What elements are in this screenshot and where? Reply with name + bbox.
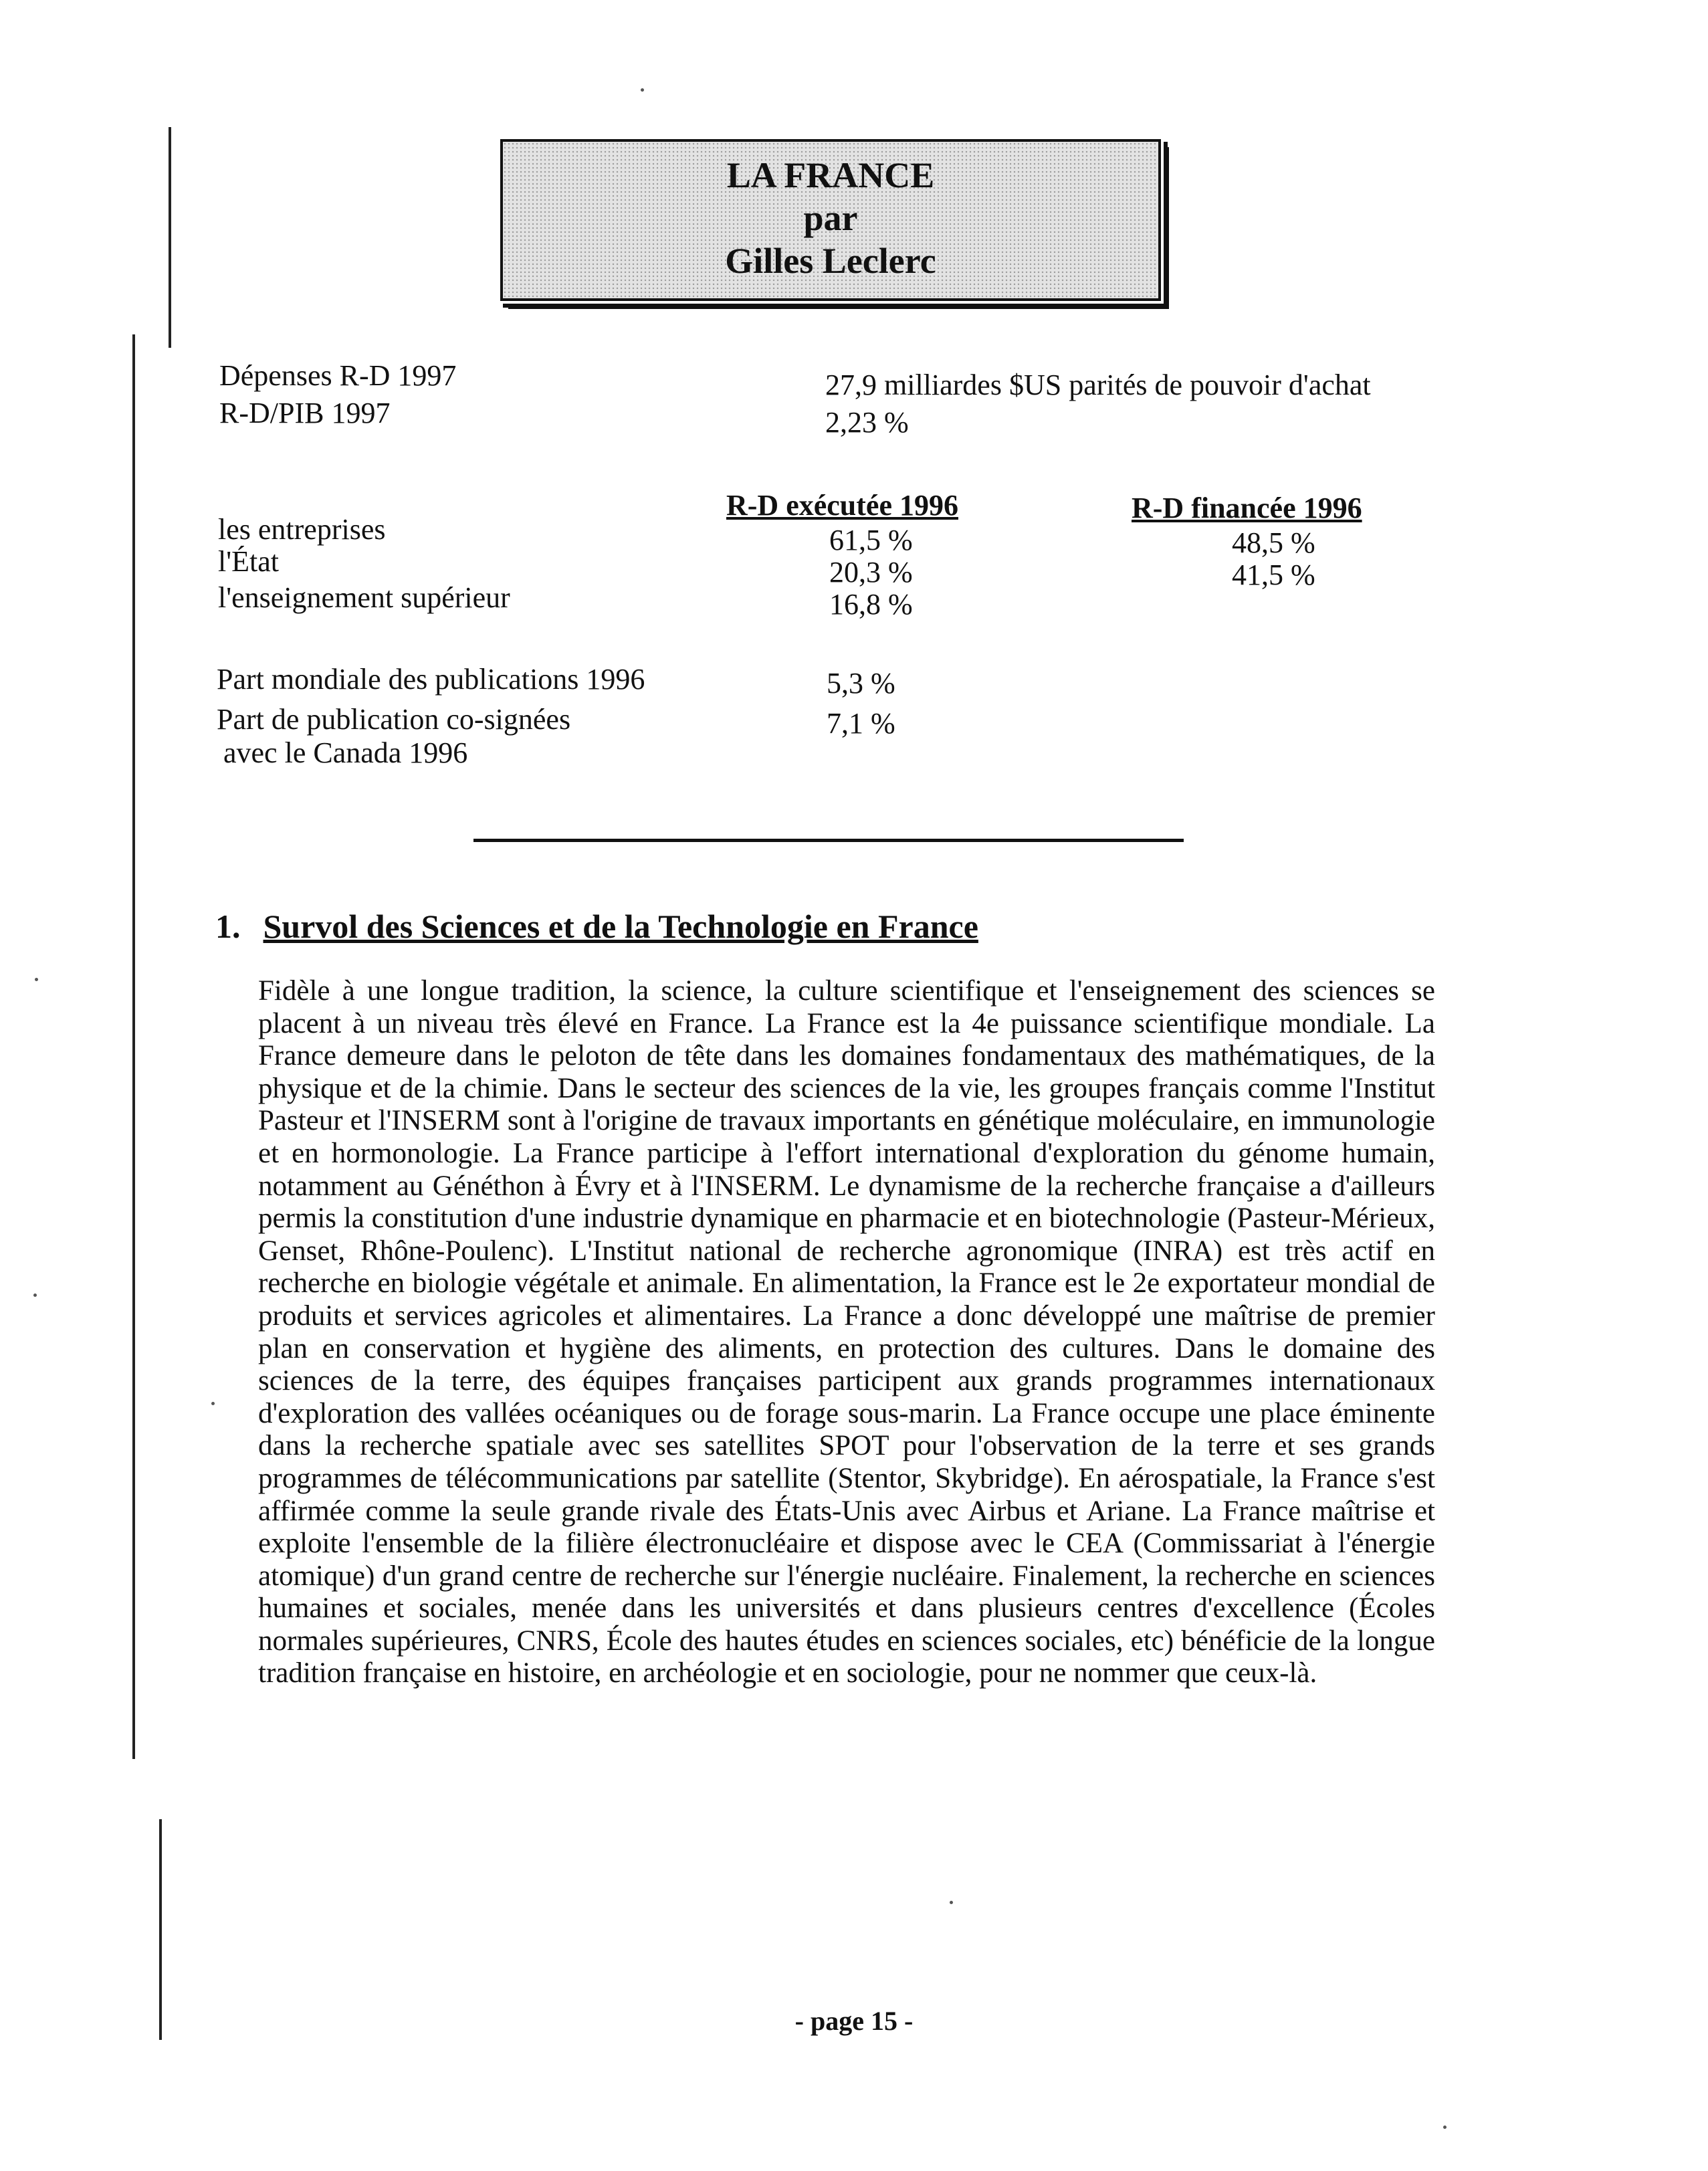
section-body: Fidèle à une longue tradition, la science, la culture scientifique et l'enseignement des sciences se placent à un niveau très élevé en France. La France est la 4e puissance scientifique mondiale. La France demeure dans le peloton de tête dans les domaines fondamentaux des mathématiques, de la physique et de la chimie. Dans le secteur des sciences de la vie, les groupes français comme l'Institut Pasteur et l'INSERM sont à l'origine de travaux importants en génétique moléculaire, en immunologie et en hormonologie. La France participe à l'effort international d'exploration du génome humain, notamment au Généthon à Évry et à l'INSERM. Le dynamisme de la recherche française a d'ailleurs permis la constitution d'une industrie dynamique en pharmacie et en biotechnologie (Pasteur-Mérieux, Genset, Rhône-Poulenc). L'Institut national de recherche agronomique (INRA) est très actif en recherche en biologie végétale et animale. En alimentation, la France est le 2e exportateur mondial de produits et services agricoles et alimentaires. La France a donc développé une maîtrise de premier plan en conservation et hygiène des aliments, en protection des cultures. Dans le domaine des sciences de la terre, des équipes françaises participent aux grands programmes internationaux d'exploration des vallées océaniques ou de forage sous-marin. La France occupe une place éminente dans la recherche spatiale avec ses satellites SPOT pour l'observation de la terre et ses grands programmes de télécommunications par satellite (Stentor, Skybridge). En aérospatiale, la France s'est affirmée comme la seule grande rivale des États-Unis avec Airbus et Ariane. La France maîtrise et exploite l'ensemble de la filière électronucléaire et dispose avec le CEA (Commissariat à l'énergie atomique) d'un grand centre de recherche sur l'énergie nucléaire. Finalement, la recherche en sciences humaines et sociales, menée dans les universités et dans plusieurs centres d'excellence (Écoles normales supérieures, CNRS, École des hautes études en sciences sociales, etc) bénéficie de la longue tradition française en histoire, en archéologie et en sociologie, pour ne nommer que ceux-là. [258, 975, 1435, 1689]
row-label-state: l'État [218, 545, 280, 578]
title-country: LA FRANCE [726, 155, 935, 195]
row-label-higher-education: l'enseignement supérieur [218, 581, 510, 614]
header-rd-executed: R-D exécutée 1996 [726, 489, 958, 522]
section-heading [215, 907, 978, 946]
scan-speck [211, 1402, 215, 1405]
rd-spending-value: 27,9 milliardes $US parités de pouvoir d'achat [825, 369, 1371, 401]
executed-higher-education: 16,8 % [829, 588, 913, 621]
cosigned-label-line1: Part de publication co-signées [217, 703, 571, 736]
title-box [500, 139, 1161, 301]
title-author: Gilles Leclerc [725, 241, 936, 281]
rd-spending-label: Dépenses R-D 1997 [219, 359, 457, 392]
margin-line-upper [169, 127, 171, 348]
section-title: Survol des Sciences et de la Technologie en France [263, 908, 978, 945]
title-by: par [803, 198, 858, 238]
world-share-label: Part mondiale des publications 1996 [217, 663, 645, 696]
header-rd-financed: R-D financée 1996 [1132, 492, 1362, 524]
executed-state: 20,3 % [829, 556, 913, 589]
scan-speck [950, 1901, 953, 1904]
row-label-enterprises: les entreprises [218, 513, 386, 546]
executed-enterprises: 61,5 % [829, 524, 913, 556]
page-number: - page 15 - [794, 2006, 914, 2036]
rd-gdp-value: 2,23 % [825, 406, 909, 439]
separator-rule [473, 839, 1184, 842]
title-text [503, 154, 1158, 282]
scan-speck [1443, 2126, 1447, 2129]
scan-speck [641, 88, 644, 92]
financed-state: 41,5 % [1232, 558, 1315, 591]
scan-speck [35, 978, 38, 981]
scan-speck [33, 1294, 37, 1297]
world-share-value: 5,3 % [827, 667, 895, 700]
rd-gdp-label: R-D/PIB 1997 [219, 397, 391, 429]
cosigned-value: 7,1 % [827, 707, 895, 740]
cosigned-label-line2: avec le Canada 1996 [223, 736, 468, 769]
margin-line-middle [132, 334, 135, 1759]
financed-enterprises: 48,5 % [1232, 526, 1315, 559]
section-number: 1. [215, 908, 241, 945]
